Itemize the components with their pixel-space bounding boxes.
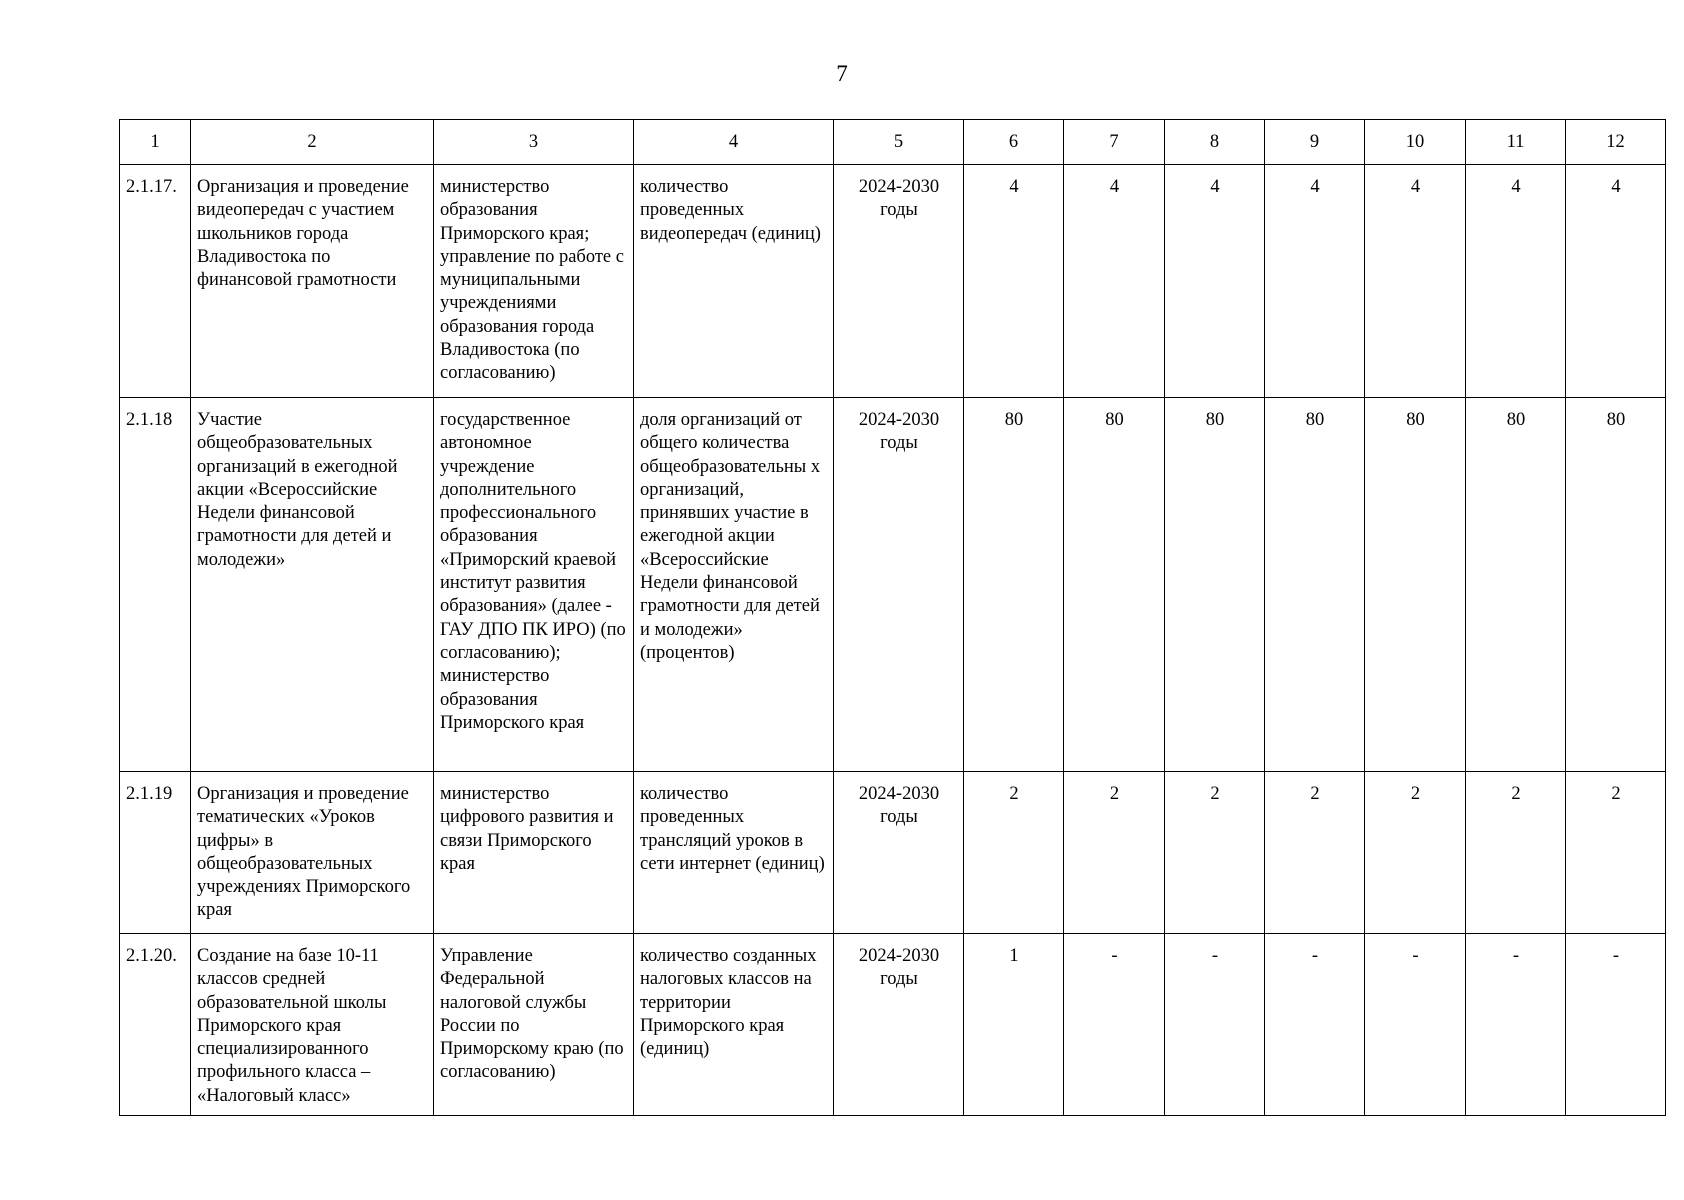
responsible-party: министерство цифрового развития и связи Приморского края — [434, 772, 634, 934]
column-header: 10 — [1365, 120, 1466, 165]
activity-name: Организация и проведение видеопередач с участием школьников города Владивостока по финансовой грамотности — [191, 165, 434, 398]
row-id: 2.1.17. — [120, 165, 191, 398]
column-header: 9 — [1265, 120, 1365, 165]
column-header: 12 — [1566, 120, 1666, 165]
row-id: 2.1.18 — [120, 398, 191, 772]
value-cell: 4 — [1365, 165, 1466, 398]
value-cell: - — [1064, 934, 1165, 1116]
indicator: доля организаций от общего количества общеобразовательны х организаций, принявших участие в ежегодной акции «Всероссийские Недели финансовой грамотности для детей и молодежи» (процентов) — [634, 398, 834, 772]
value-cell: 2 — [1064, 772, 1165, 934]
responsible-party: министерство образования Приморского края; управление по работе с муниципальными учреждениями образования города Владивостока (по согласованию) — [434, 165, 634, 398]
value-cell: 4 — [1466, 165, 1566, 398]
value-cell: 80 — [1365, 398, 1466, 772]
value-cell: - — [1165, 934, 1265, 1116]
table-row — [120, 772, 1666, 934]
plan-table — [119, 119, 1666, 1116]
activity-name: Участие общеобразовательных организаций в ежегодной акции «Всероссийские Недели финансовой грамотности для детей и молодежи» — [191, 398, 434, 772]
activity-name: Создание на базе 10-11 классов средней образовательной школы Приморского края специализированного профильного класса – «Налоговый класс» — [191, 934, 434, 1116]
table-row — [120, 165, 1666, 398]
table-row — [120, 398, 1666, 772]
indicator: количество проведенных трансляций уроков в сети интернет (единиц) — [634, 772, 834, 934]
table-row — [120, 934, 1666, 1116]
row-id: 2.1.19 — [120, 772, 191, 934]
row-id: 2.1.20. — [120, 934, 191, 1116]
value-cell: 4 — [1566, 165, 1666, 398]
period: 2024-2030 годы — [834, 398, 964, 772]
value-cell: 80 — [964, 398, 1064, 772]
value-cell: 80 — [1265, 398, 1365, 772]
value-cell: 80 — [1165, 398, 1265, 772]
column-header: 4 — [634, 120, 834, 165]
value-cell: 2 — [1165, 772, 1265, 934]
header-row — [120, 120, 1666, 165]
value-cell: 2 — [1365, 772, 1466, 934]
value-cell: 80 — [1064, 398, 1165, 772]
column-header: 6 — [964, 120, 1064, 165]
value-cell: 2 — [1566, 772, 1666, 934]
period: 2024-2030 годы — [834, 934, 964, 1116]
column-header: 5 — [834, 120, 964, 165]
column-header: 3 — [434, 120, 634, 165]
value-cell: 80 — [1566, 398, 1666, 772]
activity-name: Организация и проведение тематических «Уроков цифры» в общеобразовательных учреждениях Приморского края — [191, 772, 434, 934]
value-cell: - — [1265, 934, 1365, 1116]
value-cell: - — [1365, 934, 1466, 1116]
value-cell: 80 — [1466, 398, 1566, 772]
value-cell: 2 — [1265, 772, 1365, 934]
responsible-party: государственное автономное учреждение дополнительного профессионального образования «Приморский краевой институт развития образования» (далее - ГАУ ДПО ПК ИРО) (по согласованию); министерство образования Приморского края — [434, 398, 634, 772]
value-cell: 4 — [1265, 165, 1365, 398]
value-cell: 2 — [964, 772, 1064, 934]
column-header: 7 — [1064, 120, 1165, 165]
value-cell: 4 — [1064, 165, 1165, 398]
column-header: 11 — [1466, 120, 1566, 165]
value-cell: 4 — [964, 165, 1064, 398]
column-header: 2 — [191, 120, 434, 165]
responsible-party: Управление Федеральной налоговой службы России по Приморскому краю (по согласованию) — [434, 934, 634, 1116]
value-cell: 4 — [1165, 165, 1265, 398]
period: 2024-2030 годы — [834, 772, 964, 934]
indicator: количество созданных налоговых классов на территории Приморского края (единиц) — [634, 934, 834, 1116]
value-cell: - — [1466, 934, 1566, 1116]
period: 2024-2030 годы — [834, 165, 964, 398]
page-number: 7 — [836, 61, 848, 86]
value-cell: 1 — [964, 934, 1064, 1116]
column-header: 8 — [1165, 120, 1265, 165]
column-header: 1 — [120, 120, 191, 165]
indicator: количество проведенных видеопередач (единиц) — [634, 165, 834, 398]
value-cell: - — [1566, 934, 1666, 1116]
value-cell: 2 — [1466, 772, 1566, 934]
